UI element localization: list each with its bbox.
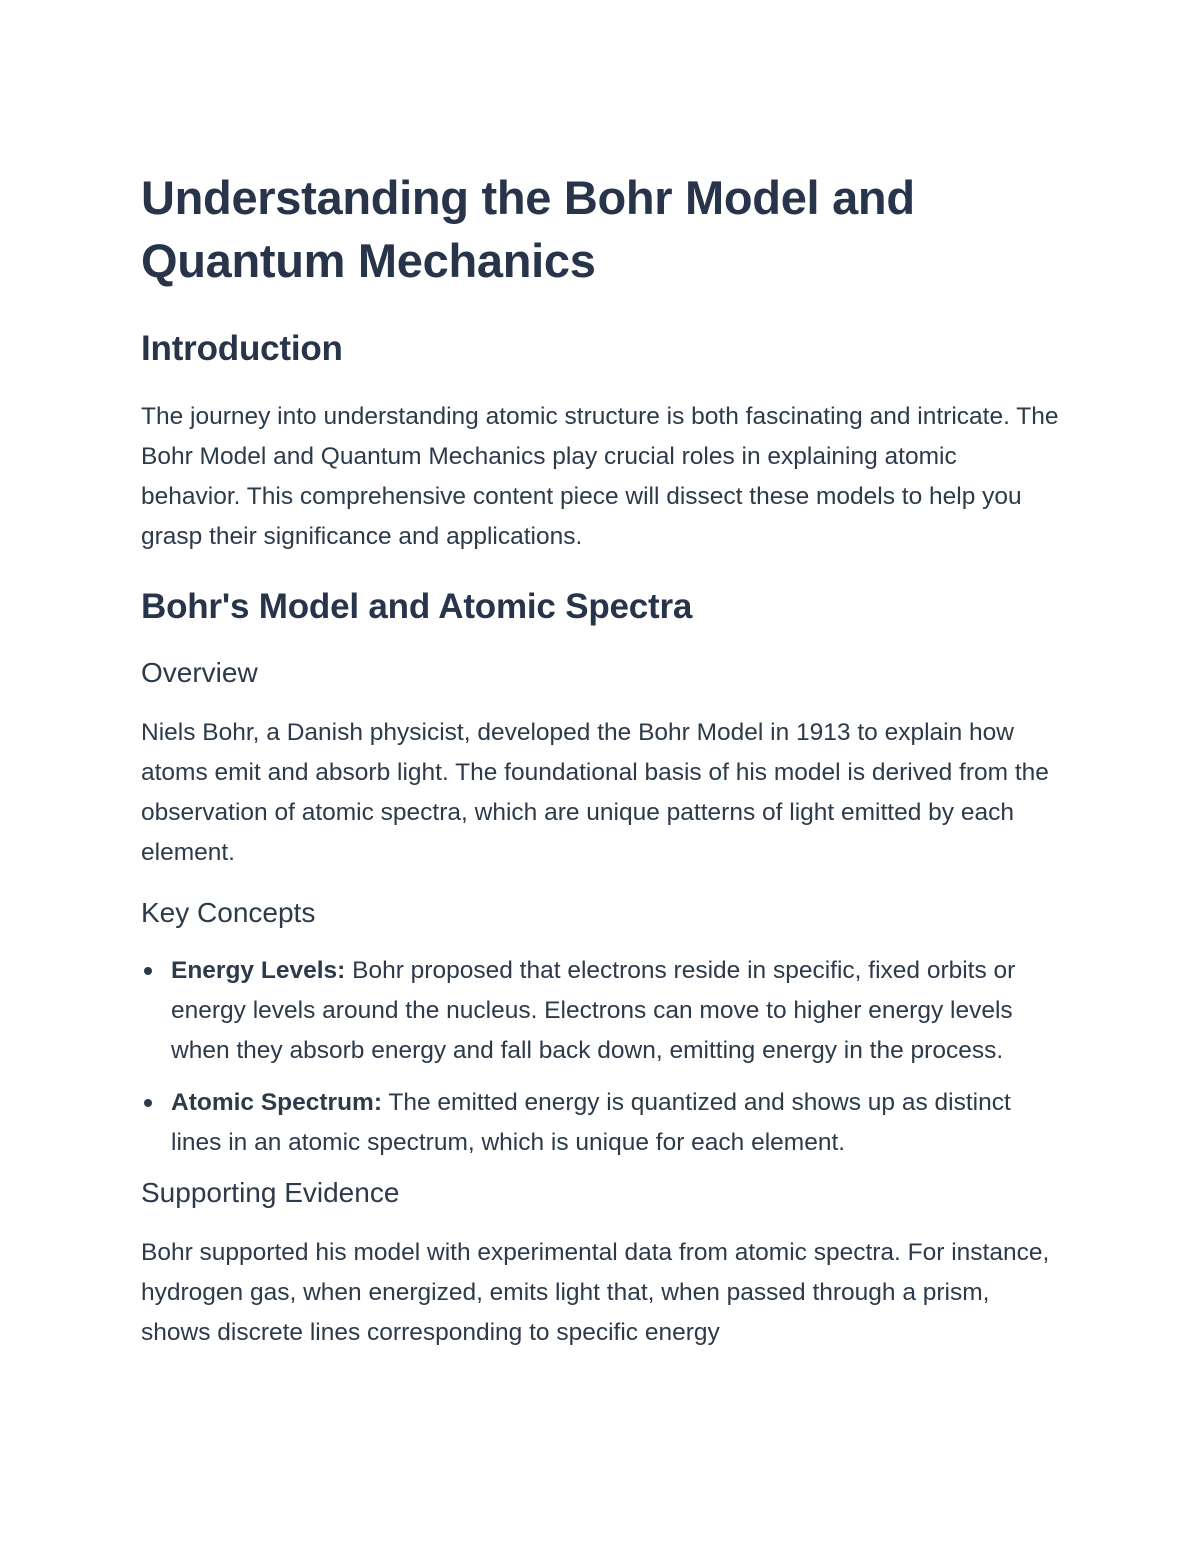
list-item-atomic-spectrum [141,1083,1060,1163]
introduction-heading: Introduction [141,329,343,368]
list-item-text: Bohr proposed that electrons reside in specific, fixed orbits or energy levels around the nucleus. Electrons can move to higher energy levels when they absorb energy and fall back down, emitting energy in the process. [171,957,1016,1064]
list-item-text: The emitted energy is quantized and shows up as distinct lines in an atomic spectrum, which is unique for each element. [171,1089,1011,1156]
key-concepts-list [141,951,1060,1163]
key-concepts-heading: Key Concepts [141,897,316,928]
bullet-icon [144,967,152,975]
page-title: Understanding the Bohr Model and Quantum Mechanics [141,171,915,287]
list-item-term: Atomic Spectrum: [171,1089,383,1116]
introduction-paragraph: The journey into understanding atomic structure is both fascinating and intricate. The Bohr Model and Quantum Mechanics play crucial roles in explaining atomic behavior. This comprehensive content piece will dissect these models to help you grasp their significance and applications. [141,403,1059,550]
overview-paragraph: Niels Bohr, a Danish physicist, developed the Bohr Model in 1913 to explain how atoms emit and absorb light. The foundational basis of his model is derived from the observation of atomic spectra, which are unique patterns of light emitted by each element. [141,719,1049,866]
overview-heading: Overview [141,657,258,688]
bohr-model-heading: Bohr's Model and Atomic Spectra [141,587,693,626]
supporting-evidence-heading: Supporting Evidence [141,1177,400,1208]
list-item-term: Energy Levels: [171,957,346,984]
list-item-energy-levels [141,951,1060,1071]
bullet-icon [144,1099,152,1107]
supporting-evidence-paragraph: Bohr supported his model with experimental data from atomic spectra. For instance, hydrogen gas, when energized, emits light that, when passed through a prism, shows discrete lines corresponding to specific energy [141,1239,1050,1346]
